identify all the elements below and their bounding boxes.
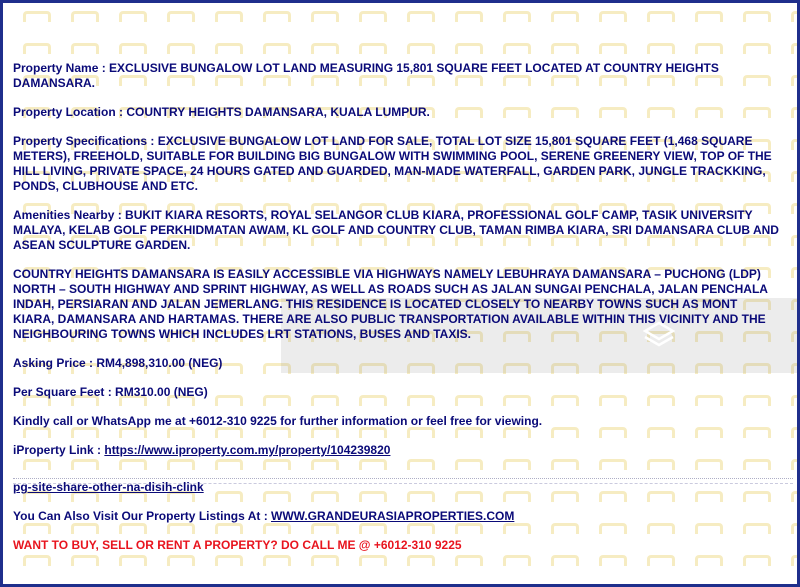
crown-monogram-watermark-icon bbox=[733, 9, 775, 45]
asking-price: Asking Price : RM4,898,310.00 (NEG) bbox=[13, 356, 223, 370]
access-description: COUNTRY HEIGHTS DAMANSARA IS EASILY ACCESSIBLE VIA HIGHWAYS NAMELY LEBUHRAYA DAMANSARA – PUCHONG (LDP) NORTH – SOUTH HIGHWAY AND SPRINT HIGHWAY, AS WELL AS ROADS SUCH AS JALAN SUNGAI PENCHALA, JALAN PENCHALA INDAH, PERSIARAN AND JALAN JEMERLANG. THIS RESIDENCE IS LOCATED CLOSELY TO NEARBY TOWNS SUCH AS MONT KIARA, DAMANSARA AND HARTAMAS. THERE ARE ALSO PUBLIC TRANSPORTATION AVAILABLE WITHIN THIS VICINITY AND THE NEIGHBOURING TOWNS WHICH INCLUDES LRT STATIONS, BUSES AND TAXIS. bbox=[13, 267, 768, 341]
share-tag-row bbox=[13, 480, 781, 495]
crown-monogram-watermark-icon bbox=[781, 489, 800, 525]
crown-monogram-watermark-icon bbox=[589, 9, 631, 45]
crown-monogram-watermark-icon bbox=[637, 9, 679, 45]
per-square-feet: Per Square Feet : RM310.00 (NEG) bbox=[13, 385, 208, 399]
crown-monogram-watermark-icon bbox=[781, 553, 800, 587]
crown-monogram-watermark-icon bbox=[781, 41, 800, 77]
crown-monogram-watermark-icon bbox=[685, 9, 727, 45]
listings-link[interactable]: WWW.GRANDEURASIAPROPERTIES.COM bbox=[271, 509, 515, 523]
amenities-nearby: Amenities Nearby : BUKIT KIARA RESORTS, ROYAL SELANGOR CLUB KIARA, PROFESSIONAL GOLF CAMP, TASIK UNIVERSITY MALAYA, KELAB GOLF PERKHIDMATAN AWAM, KL GOLF AND COUNTRY CLUB, TAMAN RIMBA KIARA, SRI DAMANSARA CLUB AND ASEAN SCULPTURE GARDEN. bbox=[13, 208, 779, 252]
call-to-action: WANT TO BUY, SELL OR RENT A PROPERTY? DO CALL ME @ +6012-310 9225 bbox=[13, 538, 462, 552]
iproperty-label: iProperty Link : bbox=[13, 443, 105, 457]
crown-monogram-watermark-icon bbox=[781, 73, 800, 109]
crown-monogram-watermark-icon bbox=[781, 265, 800, 301]
crown-monogram-watermark-icon bbox=[781, 105, 800, 141]
crown-monogram-watermark-icon bbox=[781, 393, 800, 429]
crown-monogram-watermark-icon bbox=[109, 9, 151, 45]
crown-monogram-watermark-icon bbox=[397, 9, 439, 45]
crown-monogram-watermark-icon bbox=[253, 9, 295, 45]
property-location: Property Location : COUNTRY HEIGHTS DAMANSARA, KUALA LUMPUR. bbox=[13, 105, 430, 119]
crown-monogram-watermark-icon bbox=[205, 9, 247, 45]
crown-monogram-watermark-icon bbox=[541, 9, 583, 45]
crown-monogram-watermark-icon bbox=[781, 201, 800, 237]
crown-monogram-watermark-icon bbox=[781, 9, 800, 45]
stacked-diamond-logo-icon bbox=[643, 321, 675, 351]
spacer bbox=[13, 472, 781, 480]
crown-monogram-watermark-icon bbox=[781, 425, 800, 461]
crown-monogram-watermark-icon bbox=[445, 9, 487, 45]
crown-monogram-watermark-icon bbox=[781, 169, 800, 205]
listings-label: You Can Also Visit Our Property Listings At : bbox=[13, 509, 272, 523]
crown-monogram-watermark-icon bbox=[781, 521, 800, 557]
share-tag-link[interactable]: pg-site-share-other-na-disih-clink bbox=[13, 480, 204, 494]
crown-monogram-watermark-icon bbox=[301, 9, 343, 45]
property-specifications: Property Specifications : EXCLUSIVE BUNGALOW LOT LAND FOR SALE, TOTAL LOT SIZE 15,801 SQUARE FEET (1,468 SQUARE METERS), FREEHOLD, SUITABLE FOR BUILDING BIG BUNGALOW WITH SWIMMING POOL, SERENE GREENERY VIEW, TOP OF THE HILL LIVING, PRIVATE SPACE, 24 HOURS GATED AND GUARDED, MAN-MADE WATERFALL, GARDEN PARK, JUNGLE TRACKKING, PONDS, CLUBHOUSE AND ETC. bbox=[13, 134, 772, 193]
listings-link-row bbox=[13, 509, 781, 524]
iproperty-link[interactable]: https://www.iproperty.com.my/property/104239820 bbox=[104, 443, 391, 457]
crown-monogram-watermark-icon bbox=[349, 9, 391, 45]
crown-monogram-watermark-icon bbox=[781, 457, 800, 493]
crown-monogram-watermark-icon bbox=[157, 9, 199, 45]
crown-monogram-watermark-icon bbox=[61, 9, 103, 45]
listing-content bbox=[13, 61, 781, 567]
crown-monogram-watermark-icon bbox=[781, 233, 800, 269]
crown-monogram-watermark-icon bbox=[781, 137, 800, 173]
crown-monogram-watermark-icon bbox=[13, 9, 55, 45]
property-name: Property Name : EXCLUSIVE BUNGALOW LOT LAND MEASURING 15,801 SQUARE FEET LOCATED AT COUNTRY HEIGHTS DAMANSARA. bbox=[13, 61, 719, 90]
contact-info: Kindly call or WhatsApp me at +6012-310 9225 for further information or feel free for viewing. bbox=[13, 414, 543, 428]
iproperty-link-row bbox=[13, 443, 781, 458]
crown-monogram-watermark-icon bbox=[493, 9, 535, 45]
